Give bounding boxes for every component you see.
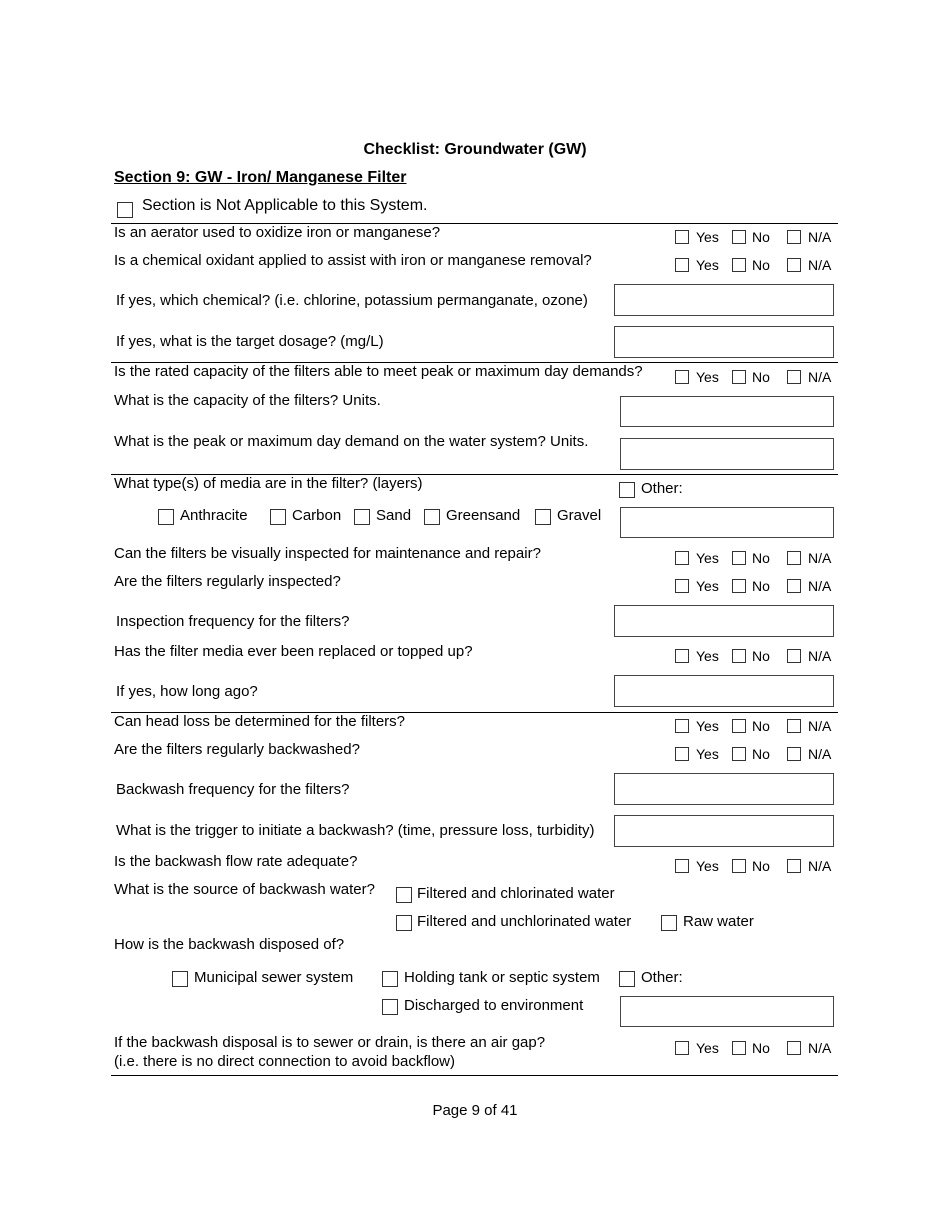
no-label: No — [752, 1040, 770, 1056]
gravel-label: Gravel — [557, 507, 602, 524]
not-applicable-checkbox[interactable] — [117, 202, 133, 218]
yes-checkbox[interactable] — [675, 551, 689, 565]
na-label: N/A — [808, 369, 832, 385]
no-label: No — [752, 369, 770, 385]
na-checkbox[interactable] — [787, 649, 801, 663]
question-rated-capacity: Is the rated capacity of the filters able to meet peak or maximum day demands? — [114, 363, 643, 380]
question-backwash-frequency: Backwash frequency for the filters? — [116, 781, 350, 798]
sand-label: Sand — [376, 507, 412, 524]
filtered-chlorinated-checkbox[interactable] — [396, 887, 412, 903]
na-checkbox[interactable] — [787, 230, 801, 244]
yes-no-na-chemical-oxidant — [675, 257, 840, 273]
no-label: No — [752, 578, 770, 594]
yes-checkbox[interactable] — [675, 859, 689, 873]
discharged-environment-checkbox[interactable] — [382, 999, 398, 1015]
question-how-long-ago: If yes, how long ago? — [116, 683, 258, 700]
sand-checkbox[interactable] — [354, 509, 370, 525]
page-title: Checklist: Groundwater (GW) — [363, 141, 587, 158]
na-label: N/A — [808, 858, 832, 874]
section-heading: Section 9: GW - Iron/ Manganese Filter — [114, 169, 407, 186]
yes-checkbox[interactable] — [675, 719, 689, 733]
no-label: No — [752, 718, 770, 734]
yes-no-na-backwash-flow-rate — [675, 858, 840, 874]
yes-no-na-head-loss — [675, 718, 840, 734]
greensand-label: Greensand — [446, 507, 521, 524]
anthracite-label: Anthracite — [180, 507, 248, 524]
how-long-ago-field[interactable] — [614, 675, 834, 707]
question-air-gap-note: (i.e. there is no direct connection to avoid backflow) — [114, 1053, 456, 1070]
yes-no-na-air-gap — [675, 1040, 840, 1056]
question-backwash-trigger: What is the trigger to initiate a backwash? (time, pressure loss, turbidity) — [116, 822, 595, 839]
question-aerator: Is an aerator used to oxidize iron or manganese? — [114, 224, 441, 241]
yes-no-na-rated-capacity — [675, 369, 840, 385]
yes-label: Yes — [696, 578, 719, 594]
raw-water-checkbox[interactable] — [661, 915, 677, 931]
no-label: No — [752, 229, 770, 245]
no-checkbox[interactable] — [732, 258, 746, 272]
yes-label: Yes — [696, 550, 719, 566]
yes-label: Yes — [696, 229, 719, 245]
filtered-chlorinated-label: Filtered and chlorinated water — [417, 885, 615, 902]
na-label: N/A — [808, 550, 832, 566]
target-dosage-field[interactable] — [614, 326, 834, 358]
na-label: N/A — [808, 1040, 832, 1056]
yes-label: Yes — [696, 858, 719, 874]
yes-no-na-aerator — [675, 229, 840, 245]
yes-label: Yes — [696, 746, 719, 762]
which-chemical-field[interactable] — [614, 284, 834, 316]
na-checkbox[interactable] — [787, 1041, 801, 1055]
page-number: Page 9 of 41 — [432, 1102, 518, 1119]
question-regularly-inspected: Are the filters regularly inspected? — [114, 573, 341, 590]
gravel-checkbox[interactable] — [535, 509, 551, 525]
question-backwash-disposal: How is the backwash disposed of? — [114, 936, 345, 953]
yes-label: Yes — [696, 369, 719, 385]
na-checkbox[interactable] — [787, 579, 801, 593]
question-inspection-frequency: Inspection frequency for the filters? — [116, 613, 350, 630]
filtered-unchlorinated-label: Filtered and unchlorinated water — [417, 913, 632, 930]
no-checkbox[interactable] — [732, 579, 746, 593]
no-checkbox[interactable] — [732, 719, 746, 733]
holding-tank-label: Holding tank or septic system — [404, 969, 600, 986]
media-other-field[interactable] — [620, 507, 834, 538]
yes-checkbox[interactable] — [675, 370, 689, 384]
na-label: N/A — [808, 648, 832, 664]
no-label: No — [752, 858, 770, 874]
peak-demand-field[interactable] — [620, 438, 834, 470]
question-peak-demand: What is the peak or maximum day demand on the water system? Units. — [114, 433, 589, 450]
media-other-label: Other: — [641, 480, 683, 497]
no-checkbox[interactable] — [732, 1041, 746, 1055]
question-air-gap: If the backwash disposal is to sewer or drain, is there an air gap? — [114, 1034, 546, 1051]
carbon-label: Carbon — [292, 507, 342, 524]
yes-checkbox[interactable] — [675, 230, 689, 244]
holding-tank-checkbox[interactable] — [382, 971, 398, 987]
yes-label: Yes — [696, 648, 719, 664]
question-filter-capacity: What is the capacity of the filters? Units. — [114, 392, 381, 409]
na-checkbox[interactable] — [787, 370, 801, 384]
yes-checkbox[interactable] — [675, 1041, 689, 1055]
na-label: N/A — [808, 718, 832, 734]
no-label: No — [752, 648, 770, 664]
na-checkbox[interactable] — [787, 859, 801, 873]
discharged-environment-label: Discharged to environment — [404, 997, 584, 1014]
no-checkbox[interactable] — [732, 551, 746, 565]
question-backwash-flow-rate: Is the backwash flow rate adequate? — [114, 853, 358, 870]
question-backwash-source: What is the source of backwash water? — [114, 881, 375, 898]
question-target-dosage: If yes, what is the target dosage? (mg/L) — [116, 333, 384, 350]
question-media-replaced: Has the filter media ever been replaced or topped up? — [114, 643, 473, 660]
no-checkbox[interactable] — [732, 747, 746, 761]
backwash-trigger-field[interactable] — [614, 815, 834, 847]
carbon-checkbox[interactable] — [270, 509, 286, 525]
yes-checkbox[interactable] — [675, 258, 689, 272]
greensand-checkbox[interactable] — [424, 509, 440, 525]
disposal-other-field[interactable] — [620, 996, 834, 1027]
yes-no-na-media-replaced — [675, 648, 840, 664]
anthracite-checkbox[interactable] — [158, 509, 174, 525]
yes-no-na-regularly-backwashed — [675, 746, 840, 762]
question-visually-inspected: Can the filters be visually inspected for maintenance and repair? — [114, 545, 541, 562]
no-label: No — [752, 550, 770, 566]
yes-checkbox[interactable] — [675, 579, 689, 593]
na-checkbox[interactable] — [787, 747, 801, 761]
no-checkbox[interactable] — [732, 230, 746, 244]
yes-no-na-regularly-inspected — [675, 578, 840, 594]
inspection-frequency-field[interactable] — [614, 605, 834, 637]
disposal-other-label: Other: — [641, 969, 683, 986]
filtered-unchlorinated-checkbox[interactable] — [396, 915, 412, 931]
na-label: N/A — [808, 746, 832, 762]
question-media-type: What type(s) of media are in the filter? (layers) — [114, 475, 423, 492]
not-applicable-label: Section is Not Applicable to this System. — [142, 197, 428, 214]
yes-label: Yes — [696, 1040, 719, 1056]
na-checkbox[interactable] — [787, 719, 801, 733]
no-label: No — [752, 257, 770, 273]
na-label: N/A — [808, 257, 832, 273]
no-checkbox[interactable] — [732, 370, 746, 384]
divider — [111, 1075, 838, 1076]
question-which-chemical: If yes, which chemical? (i.e. chlorine, potassium permanganate, ozone) — [116, 292, 588, 309]
na-label: N/A — [808, 578, 832, 594]
no-checkbox[interactable] — [732, 859, 746, 873]
yes-label: Yes — [696, 718, 719, 734]
yes-no-na-visually-inspected — [675, 550, 840, 566]
question-chemical-oxidant: Is a chemical oxidant applied to assist with iron or manganese removal? — [114, 252, 592, 269]
na-checkbox[interactable] — [787, 551, 801, 565]
yes-checkbox[interactable] — [675, 649, 689, 663]
disposal-other-checkbox[interactable] — [619, 971, 635, 987]
raw-water-label: Raw water — [683, 913, 754, 930]
backwash-frequency-field[interactable] — [614, 773, 834, 805]
no-checkbox[interactable] — [732, 649, 746, 663]
municipal-sewer-label: Municipal sewer system — [194, 969, 354, 986]
no-label: No — [752, 746, 770, 762]
municipal-sewer-checkbox[interactable] — [172, 971, 188, 987]
na-label: N/A — [808, 229, 832, 245]
question-head-loss: Can head loss be determined for the filters? — [114, 713, 405, 730]
yes-checkbox[interactable] — [675, 747, 689, 761]
media-other-checkbox[interactable] — [619, 482, 635, 498]
question-regularly-backwashed: Are the filters regularly backwashed? — [114, 741, 360, 758]
filter-capacity-field[interactable] — [620, 396, 834, 427]
na-checkbox[interactable] — [787, 258, 801, 272]
yes-label: Yes — [696, 257, 719, 273]
